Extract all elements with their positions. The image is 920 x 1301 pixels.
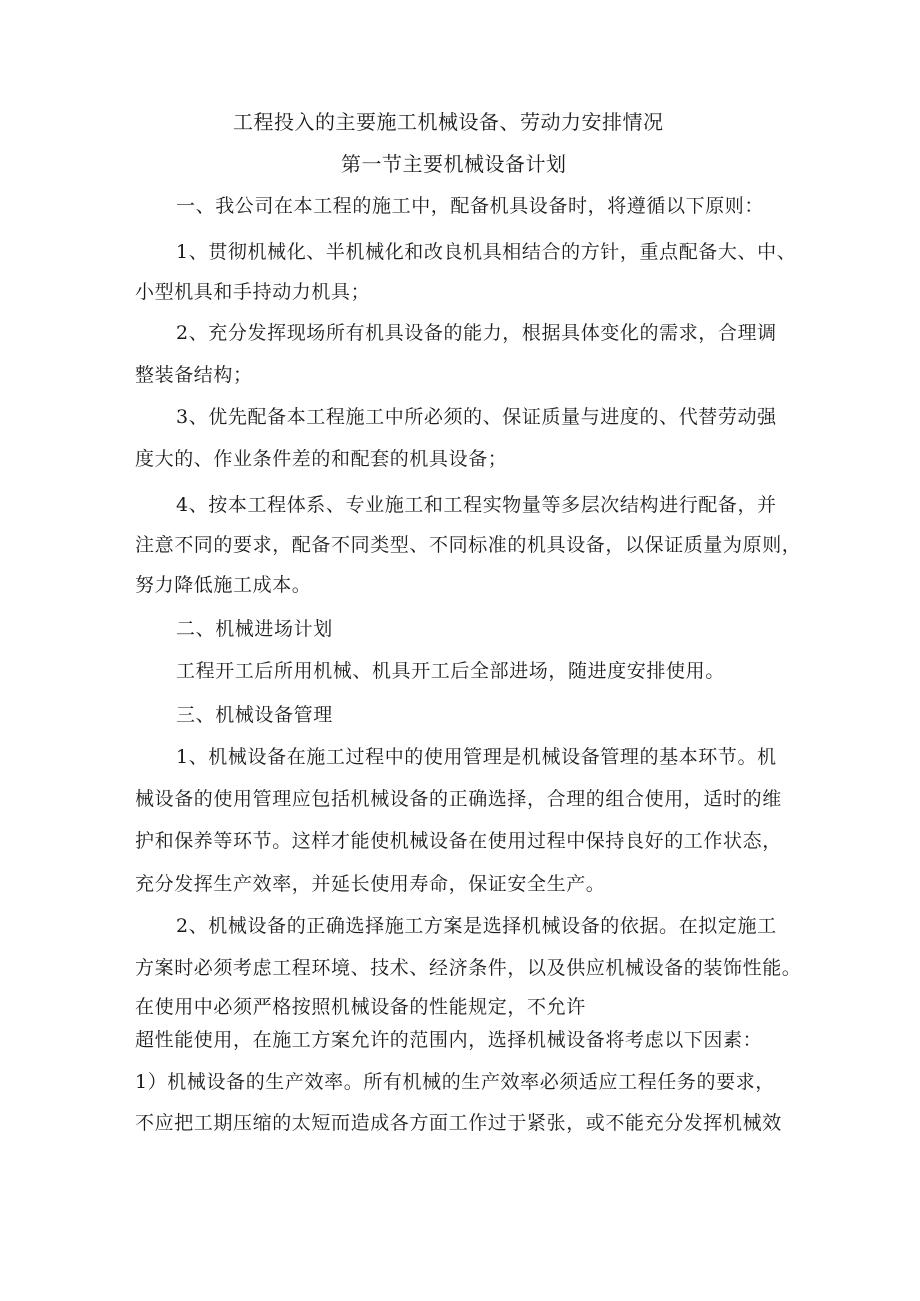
paragraph-line: 二、机械进场计划 (176, 618, 333, 640)
paragraph-line: 1）机械设备的生产效率。所有机械的生产效率必须适应工程任务的要求， (135, 1071, 775, 1093)
paragraph-line: 工程开工后所用机械、机具开工后全部进场，随进度安排使用。 (176, 660, 725, 682)
paragraph-line: 1、贯彻机械化、半机械化和改良机具相结合的方针，重点配备大、中、 (176, 241, 797, 263)
paragraph-line: 三、机械设备管理 (176, 704, 333, 726)
paragraph-line: 1、机械设备在施工过程中的使用管理是机械设备管理的基本环节。机 (176, 746, 777, 768)
paragraph-line: 一、我公司在本工程的施工中，配备机具设备时，将遵循以下原则： (176, 195, 765, 217)
paragraph-line: 度大的、作业条件差的和配套的机具设备； (135, 448, 508, 470)
paragraph-line: 护和保养等环节。这样才能使机械设备在使用过程中保持良好的工作状态， (135, 830, 782, 852)
paragraph-line: 努力降低施工成本。 (135, 574, 312, 596)
paragraph-line: 整装备结构； (135, 364, 253, 386)
paragraph-line: 注意不同的要求，配备不同类型、不同标准的机具设备，以保证质量为原则， (135, 534, 802, 556)
paragraph-line: 方案时必须考虑工程环境、技术、经济条件，以及供应机械设备的装饰性能。 (135, 957, 802, 979)
paragraph-line: 2、机械设备的正确选择施工方案是选择机械设备的依据。在拟定施工 (176, 915, 777, 937)
paragraph-line: 3、优先配备本工程施工中所必须的、保证质量与进度的、代替劳动强 (176, 406, 777, 428)
paragraph-line: 2、充分发挥现场所有机具设备的能力，根据具体变化的需求，合理调 (176, 322, 777, 344)
paragraph-line: 超性能使用，在施工方案允许的范围内，选择机械设备将考虑以下因素： (135, 1029, 763, 1051)
paragraph-line: 小型机具和手持动力机具； (135, 281, 371, 303)
paragraph-line: 不应把工期压缩的太短而造成各方面工作过于紧张，或不能充分发挥机械效 (135, 1112, 782, 1134)
paragraph-line: 在使用中必须严格按照机械设备的性能规定，不允许 (135, 996, 586, 1018)
section-title: 第一节主要机械设备计划 (341, 152, 567, 176)
document-title: 工程投入的主要施工机械设备、劳动力安排情况 (233, 110, 664, 134)
paragraph-line: 4、按本工程体系、专业施工和工程实物量等多层次结构进行配备，并 (176, 494, 777, 516)
paragraph-line: 械设备的使用管理应包括机械设备的正确选择，合理的组合使用，适时的维 (135, 788, 782, 810)
paragraph-line: 充分发挥生产效率，并延长使用寿命，保证安全生产。 (135, 873, 606, 895)
